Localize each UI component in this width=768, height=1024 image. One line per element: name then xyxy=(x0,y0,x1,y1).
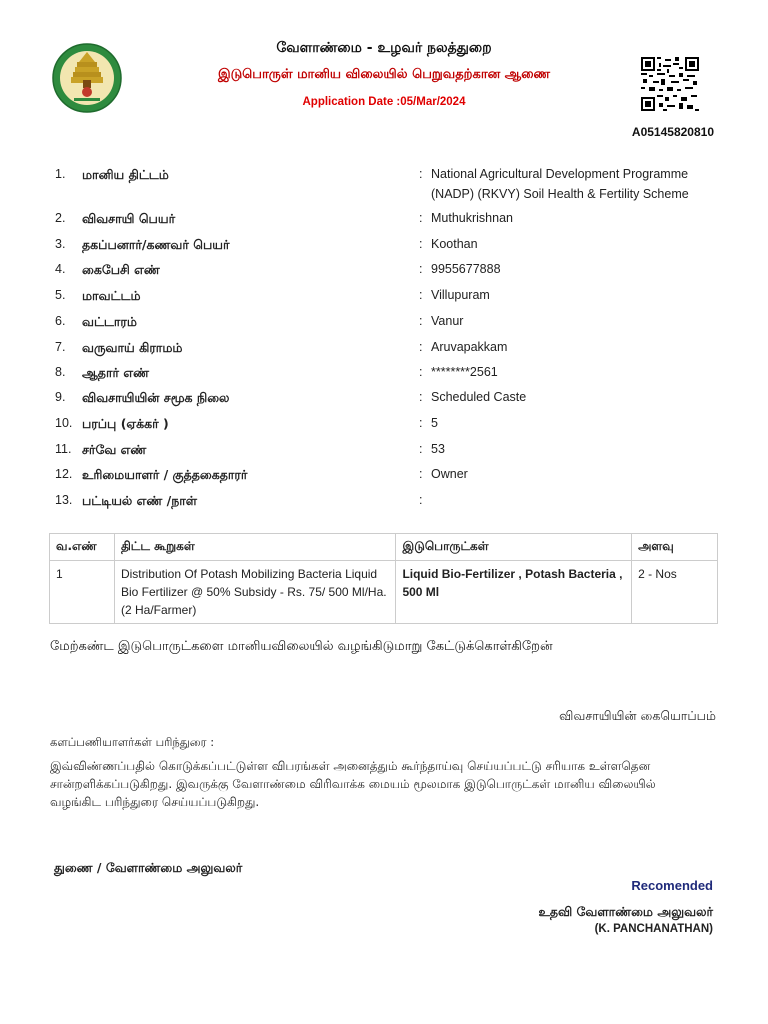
application-date: Application Date :05/Mar/2024 xyxy=(302,96,466,108)
field-label: வட்டாரம் xyxy=(82,314,137,329)
recommendation-label: களப்பணியாளர்கள் பரிந்துரை : xyxy=(50,735,215,749)
field-colon: : xyxy=(419,340,423,354)
field-number: 7. xyxy=(55,340,66,354)
field-colon: : xyxy=(419,493,423,507)
recommendation-text: இவ்விண்ணப்பதில் கொடுக்கப்பட்டுள்ள விபரங்கள் அனைத்தும் கூர்ந்தாய்வு செய்யப்பட்டு சரியாக உள்ளதென சான்றளிக்கப்படுகிறது. இவருக்கு வேளாண்மை விரிவாக்க மையம் மூலமாக இடுபொருட்கள் மானிய விலையில் வழங்கிட பரிந்துரை செய்யப்படுகிறது. xyxy=(50,759,656,809)
field-label: விவசாயியின் சமூக நிலை xyxy=(82,390,230,405)
field-value: Owner xyxy=(431,467,468,481)
field-colon: : xyxy=(419,416,423,430)
field-value: Vanur xyxy=(431,314,464,328)
field-colon: : xyxy=(419,237,423,251)
field-colon: : xyxy=(419,365,423,379)
column-header-quantity: அளவு xyxy=(632,534,718,561)
field-colon: : xyxy=(419,167,423,181)
field-block xyxy=(0,314,768,334)
document-subtitle: இடுபொருள் மானிய விலையில் பெறுவதற்கான ஆணை xyxy=(217,67,551,82)
field-value: Koothan xyxy=(431,237,478,251)
request-statement: மேற்கண்ட இடுபொருட்களை மானியவிலையில் வழங்கிடுமாறு கேட்டுக்கொள்கிறேன் xyxy=(50,639,553,654)
field-number: 2. xyxy=(55,211,66,225)
field-value: Muthukrishnan xyxy=(431,211,513,225)
field-ownership xyxy=(0,467,768,487)
field-area xyxy=(0,416,768,436)
table-header-row xyxy=(50,534,718,561)
field-value: Villupuram xyxy=(431,288,490,302)
field-number: 1. xyxy=(55,167,66,181)
field-value: 53 xyxy=(431,442,445,456)
field-number: 5. xyxy=(55,288,66,302)
field-value: Aruvapakkam xyxy=(431,340,508,354)
field-social-status xyxy=(0,390,768,410)
field-label: பட்டியல் எண் /நாள் xyxy=(82,493,198,508)
field-colon: : xyxy=(419,288,423,302)
column-header-sno: வ.எண் xyxy=(50,534,115,561)
field-number: 9. xyxy=(55,390,66,404)
cell-quantity: 2 - Nos xyxy=(632,561,718,624)
field-label: உரிமையாளர் / குத்தகைதாரர் xyxy=(82,467,248,482)
field-father-name xyxy=(0,237,768,257)
field-colon: : xyxy=(419,467,423,481)
field-value: Scheduled Caste xyxy=(431,390,527,404)
aao-title: உதவி வேளாண்மை அலுவலர் xyxy=(538,904,713,919)
field-number: 10. xyxy=(55,416,73,430)
field-value: ********2561 xyxy=(431,365,498,379)
field-colon: : xyxy=(419,390,423,404)
field-colon: : xyxy=(419,262,423,276)
field-label: தகப்பனார்/கணவர் பெயர் xyxy=(82,237,230,252)
field-value: 9955677888 xyxy=(431,262,501,276)
inputs-table xyxy=(49,533,718,624)
field-label: கைபேசி எண் xyxy=(82,262,160,277)
field-village xyxy=(0,340,768,360)
field-number: 6. xyxy=(55,314,66,328)
column-header-component: திட்ட கூறுகள் xyxy=(114,534,395,561)
aao-name: (K. PANCHANATHAN) xyxy=(594,923,713,935)
field-number: 4. xyxy=(55,262,66,276)
field-number: 8. xyxy=(55,365,66,379)
field-label: மானிய திட்டம் xyxy=(82,167,169,182)
application-id: A05145820810 xyxy=(631,125,714,139)
field-number: 11. xyxy=(55,442,72,456)
cell-sno: 1 xyxy=(50,561,115,624)
field-farmer-name xyxy=(0,211,768,231)
field-value: 5 xyxy=(431,416,438,430)
field-list-number-date xyxy=(0,493,768,513)
field-mobile xyxy=(0,262,768,282)
field-colon: : xyxy=(419,314,423,328)
field-label: வருவாய் கிராமம் xyxy=(82,340,183,355)
farmer-signature-label: விவசாயியின் கையொப்பம் xyxy=(559,708,716,723)
field-aadhaar xyxy=(0,365,768,385)
field-label: சர்வே எண் xyxy=(82,442,147,457)
field-district xyxy=(0,288,768,308)
field-number: 3. xyxy=(55,237,66,251)
field-scheme xyxy=(0,167,768,201)
field-survey-number xyxy=(0,442,768,462)
field-colon: : xyxy=(419,211,423,225)
field-colon: : xyxy=(419,442,423,456)
field-label: விவசாயி பெயர் xyxy=(82,211,176,226)
cell-component: Distribution Of Potash Mobilizing Bacteria Liquid Bio Fertilizer @ 50% Subsidy - Rs. 75/ 500 Ml/Ha.(2 Ha/Farmer) xyxy=(114,561,395,624)
cell-input: Liquid Bio-Fertilizer , Potash Bacteria , 500 Ml xyxy=(396,561,632,624)
table-row xyxy=(50,561,718,624)
field-number: 12. xyxy=(55,467,73,481)
field-label: மாவட்டம் xyxy=(82,288,141,303)
officer-title: துணை / வேளாண்மை அலுவலர் xyxy=(54,860,243,875)
column-header-inputs: இடுபொருட்கள் xyxy=(396,534,632,561)
field-label: ஆதார் எண் xyxy=(82,365,150,380)
recommended-status: Recomended xyxy=(631,878,713,893)
field-number: 13. xyxy=(55,493,73,507)
department-title: வேளாண்மை - உழவர் நலத்துறை xyxy=(276,40,492,56)
field-value: National Agricultural Development Programme (NADP) (RKVY) Soil Health & Fertility Scheme xyxy=(431,167,689,201)
field-label: பரப்பு (ஏக்கர் ) xyxy=(82,416,169,431)
